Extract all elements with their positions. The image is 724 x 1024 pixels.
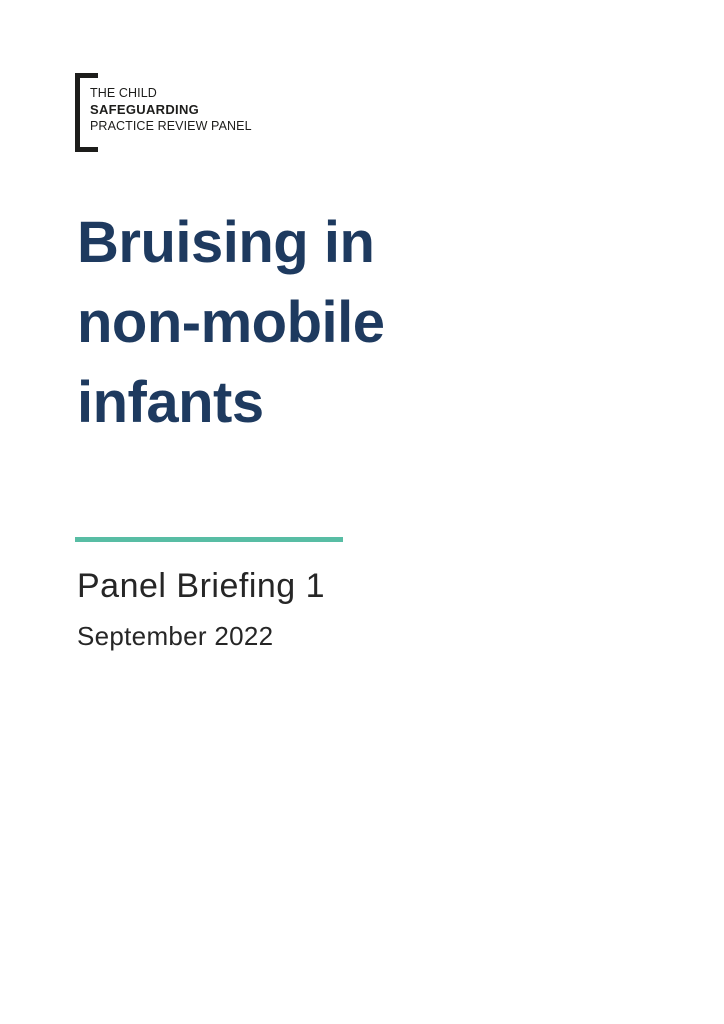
title-line-2: non-mobile <box>77 290 385 355</box>
logo-line-the-child: THE CHILD <box>90 86 157 100</box>
title-line-3: infants <box>77 370 264 435</box>
document-date: September 2022 <box>77 621 274 651</box>
logo-line-practice-review-panel: PRACTICE REVIEW PANEL <box>90 119 252 133</box>
divider-rule <box>75 537 343 542</box>
document-title <box>77 203 385 443</box>
logo-text <box>90 85 340 135</box>
logo-line-safeguarding: SAFEGUARDING <box>90 101 200 117</box>
document-subtitle: Panel Briefing 1 <box>77 567 326 605</box>
title-line-1: Bruising in <box>77 210 375 275</box>
